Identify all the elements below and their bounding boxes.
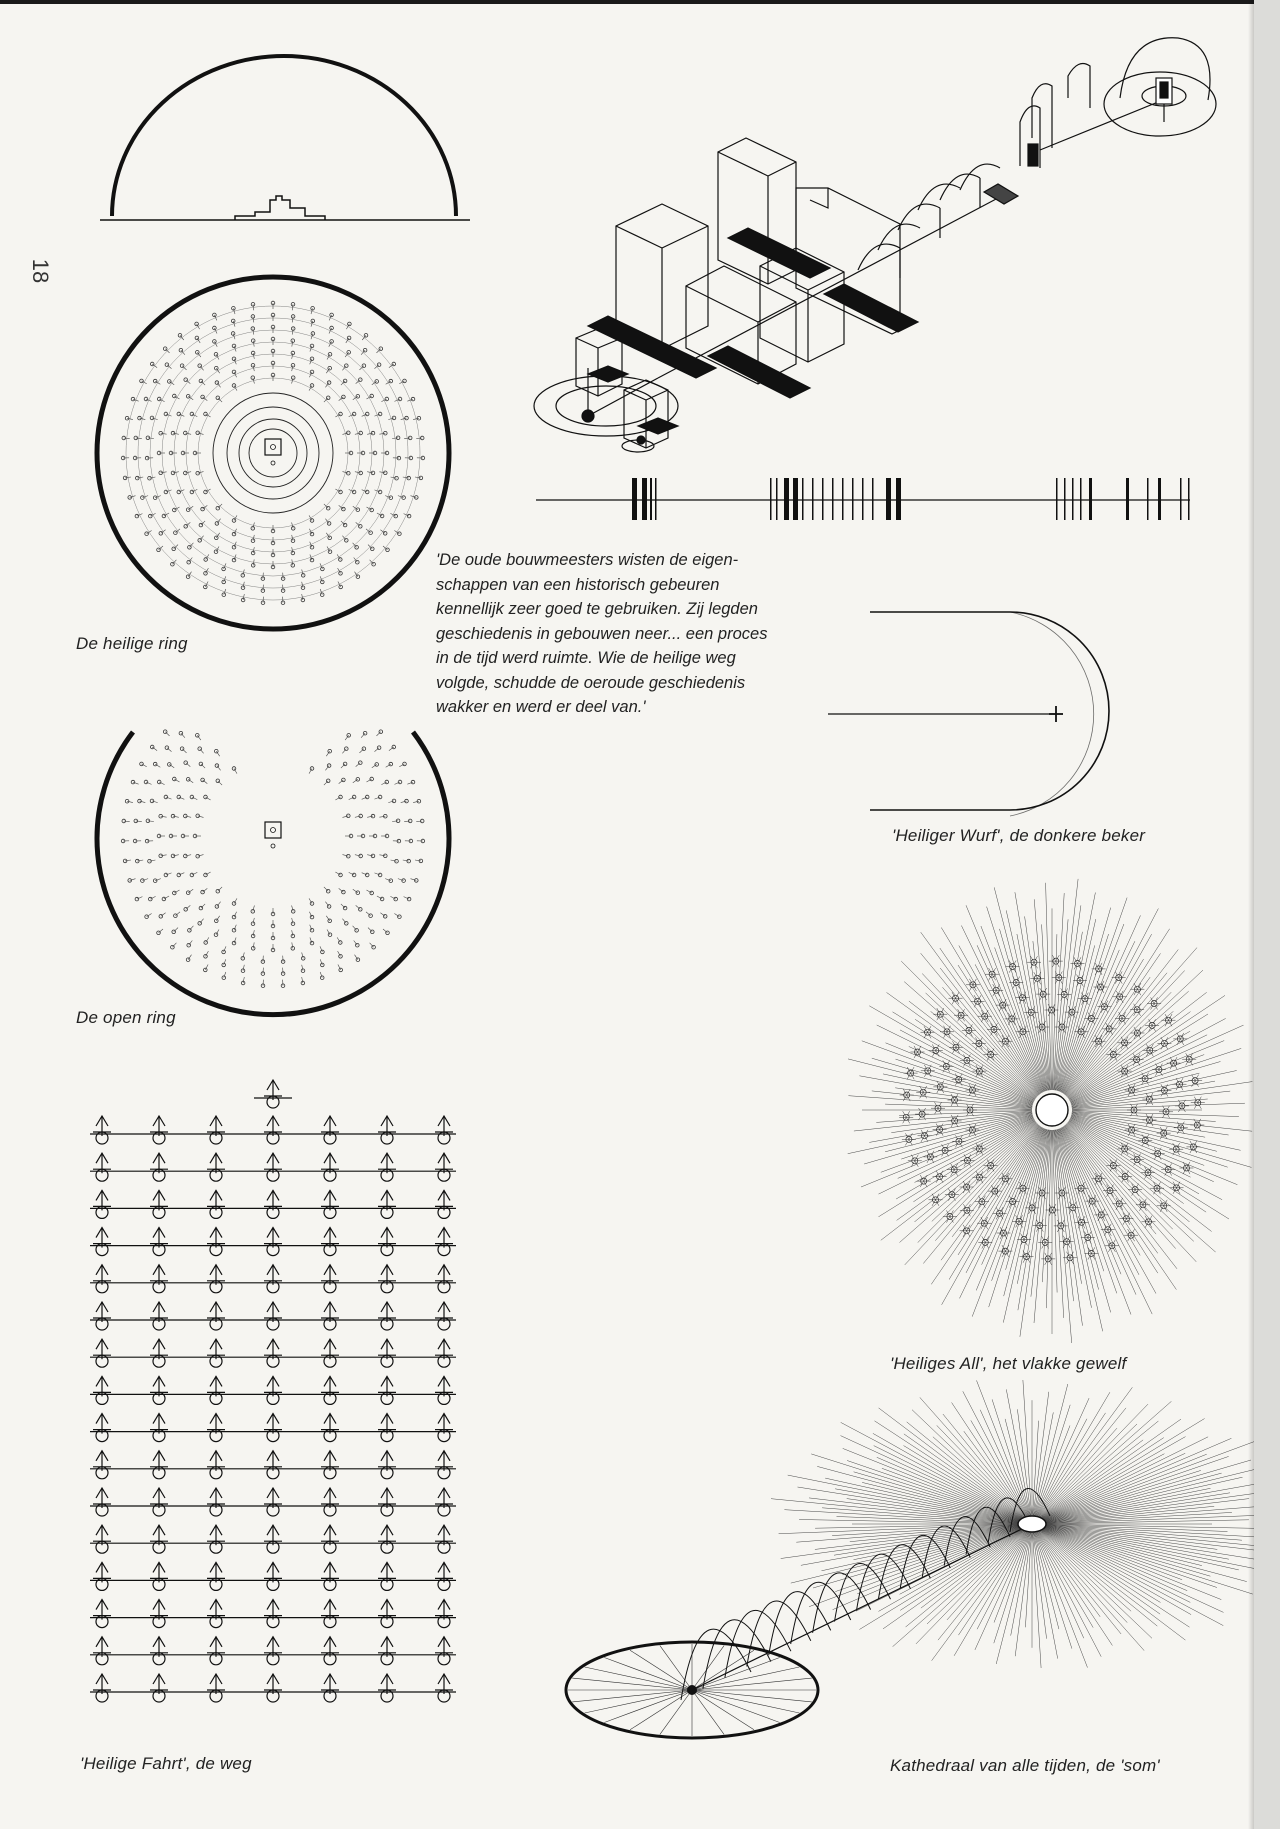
open-ring-plan (92, 686, 454, 1004)
heiliger-wurf-drawing (860, 606, 1170, 816)
quote-line: 'De oude bouwmeesters wisten de eigen- (436, 551, 739, 569)
caption-heilige-ring: De heilige ring (76, 634, 188, 653)
quote-line: in de tijd werd ruimte. Wie de heilige weg (436, 649, 736, 667)
caption-heilige-fahrt: 'Heilige Fahrt', de weg (80, 1754, 252, 1773)
heilige-fahrt-grid (84, 1078, 474, 1732)
quote-line: geschiedenis in gebouwen neer... een proces (436, 624, 768, 643)
top-edge-bar (0, 0, 1254, 4)
timeline-barcode (536, 474, 1196, 520)
page-number: 18 (28, 258, 54, 284)
kathedraal-perspective (562, 1390, 1242, 1744)
quote-line: wakker en werd er deel van.' (436, 698, 646, 716)
dome-section-drawing (100, 48, 470, 228)
caption-kathedraal: Kathedraal van alle tijden, de 'som' (890, 1756, 1160, 1775)
heilige-weg-isometric-drawing (528, 38, 1218, 458)
heilige-ring-plan (92, 272, 454, 634)
heiliges-all-starburst (854, 880, 1250, 1340)
caption-heiliger-wurf: 'Heiliger Wurf', de donkere beker (892, 826, 1146, 845)
caption-heiliges-all: 'Heiliges All', het vlakke gewelf (890, 1354, 1127, 1373)
quote-line: volgde, schudde de oeroude geschiedenis (436, 673, 746, 692)
quote-line: kennellijk zeer goed te gebruiken. Zij legden (436, 600, 758, 618)
quote-paragraph (436, 548, 876, 720)
quote-line: schappen van een historisch gebeuren (436, 575, 720, 594)
caption-open-ring: De open ring (76, 1008, 176, 1027)
